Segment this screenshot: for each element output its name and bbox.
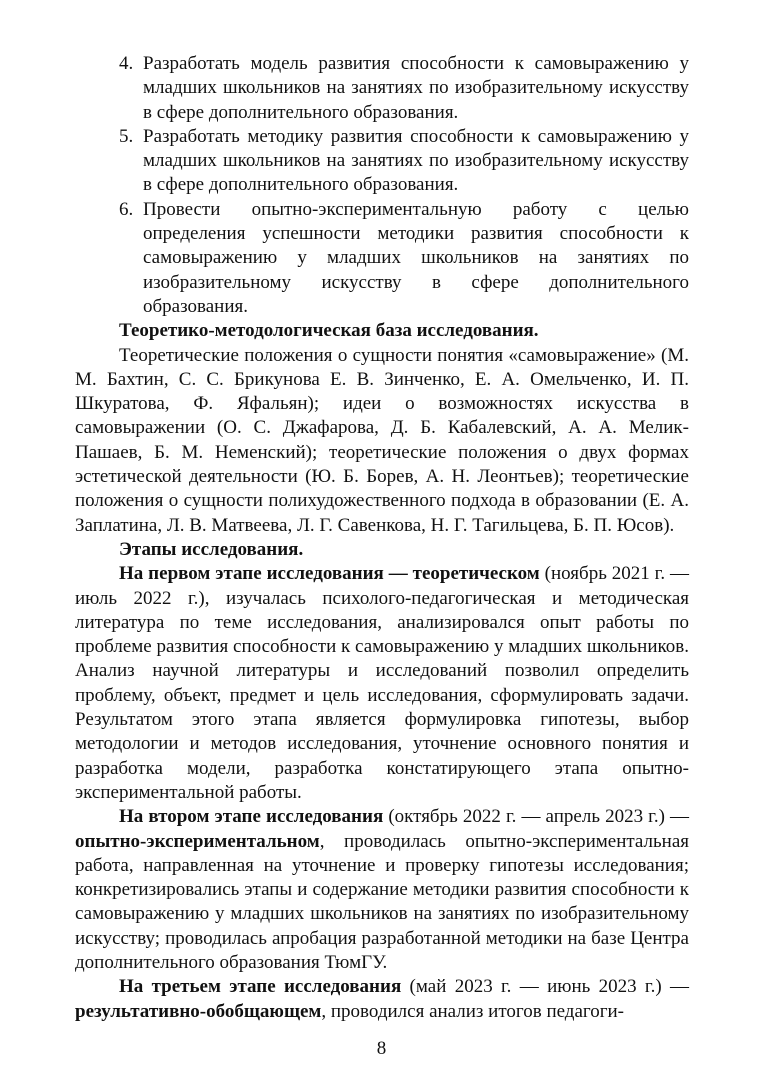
third-stage-title: На третьем этапе исследования (119, 976, 402, 998)
third-stage-text: , проводился анализ итогов педагоги- (321, 1000, 625, 1022)
list-item-text: Разработать методику развития способности к самовыражению у младших школьников на занятиях по изобразительному искусству в сфере дополнительного образования. (143, 125, 689, 196)
list-item-text: Разработать модель развития способности к самовыражению у младших школьников на занятиях по изобразительному искусству в сфере дополнительного образования. (143, 53, 689, 123)
second-stage-dates: (октябрь 2022 г. — апрель 2023 г.) — (383, 806, 689, 828)
list-item-number: 4. (119, 53, 134, 74)
first-stage-text: (ноябрь 2021 г. — июль 2022 г.), изучалась психолого-педагогическая и методическая литература по теме исследования, анализировался опыт работы по проблеме развития способности к самовыражению у младших школьников. Анализ научной литературы и исследований позволил определить проблему, объект, предмет и цель исследования, сформулировать задачи. Результатом этого этапа является формулировка гипотезы, выбор методологии и методов исследования, уточнение основного понятия и разработка модели, разработка констатирующего этапа опытно-экспериментальной работы. (75, 563, 689, 803)
page-body (75, 52, 689, 1024)
second-stage-paragraph (75, 805, 689, 975)
stages-heading: Этапы исследования. (119, 538, 304, 560)
list-item-text: Провести опытно-экспериментальную работу с целью определения успешности методики развития способности к самовыражению у младших школьников на занятиях по изобразительному искусству в сфере дополнительного образования. (143, 198, 689, 317)
basis-heading: Теоретико-методологическая база исследования. (119, 320, 539, 342)
first-stage-title: На первом этапе исследования — теоретическом (119, 563, 540, 585)
basis-paragraph: Теоретические положения о сущности понятия «самовыражение» (М. М. Бахтин, С. С. Брикунова Е. В. Зинченко, Е. А. Омельченко, И. П. Шкуратова, Ф. Яфальян); идеи о возможностях искусства в самовыражении (О. С. Джафарова, Д. Б. Кабалевский, А. А. Мелик-Пашаев, Б. М. Неменский); теоретические положения о двух формах эстетической деятельности (Ю. Б. Борев, А. Н. Леонтьев); теоретические положения о сущности полихудожественного подхода в образовании (Е. А. Заплатина, Л. В. Матвеева, Л. Г. Савенкова, Н. Г. Тагильцева, Б. П. Юсов). (75, 344, 689, 536)
second-stage-title: На втором этапе исследования (119, 806, 384, 828)
list-item-number: 5. (119, 125, 134, 147)
list-item (75, 125, 689, 198)
third-stage-paragraph (75, 975, 689, 1024)
page-number: 8 (376, 1038, 387, 1059)
list-item-number: 6. (119, 198, 134, 220)
third-stage-dates: (май 2023 г. — июнь 2023 г.) — (401, 976, 689, 998)
list-item (75, 198, 689, 319)
second-stage-name: опытно-экспериментальном (75, 830, 320, 852)
second-stage-text: , проводилась опытно-экспериментальная работа, направленная на уточнение и проверку гипотезы исследования; конкретизировались этапы и содержание методики развития способности к самовыражению у младших школьников на занятиях по изобразительному искусству; проводилась апробация разработанной методики на базе Центра дополнительного образования ТюмГУ. (75, 830, 689, 973)
list-item (75, 52, 689, 125)
first-stage-paragraph (75, 562, 689, 805)
third-stage-name: результативно-обобщающем (75, 1000, 322, 1022)
